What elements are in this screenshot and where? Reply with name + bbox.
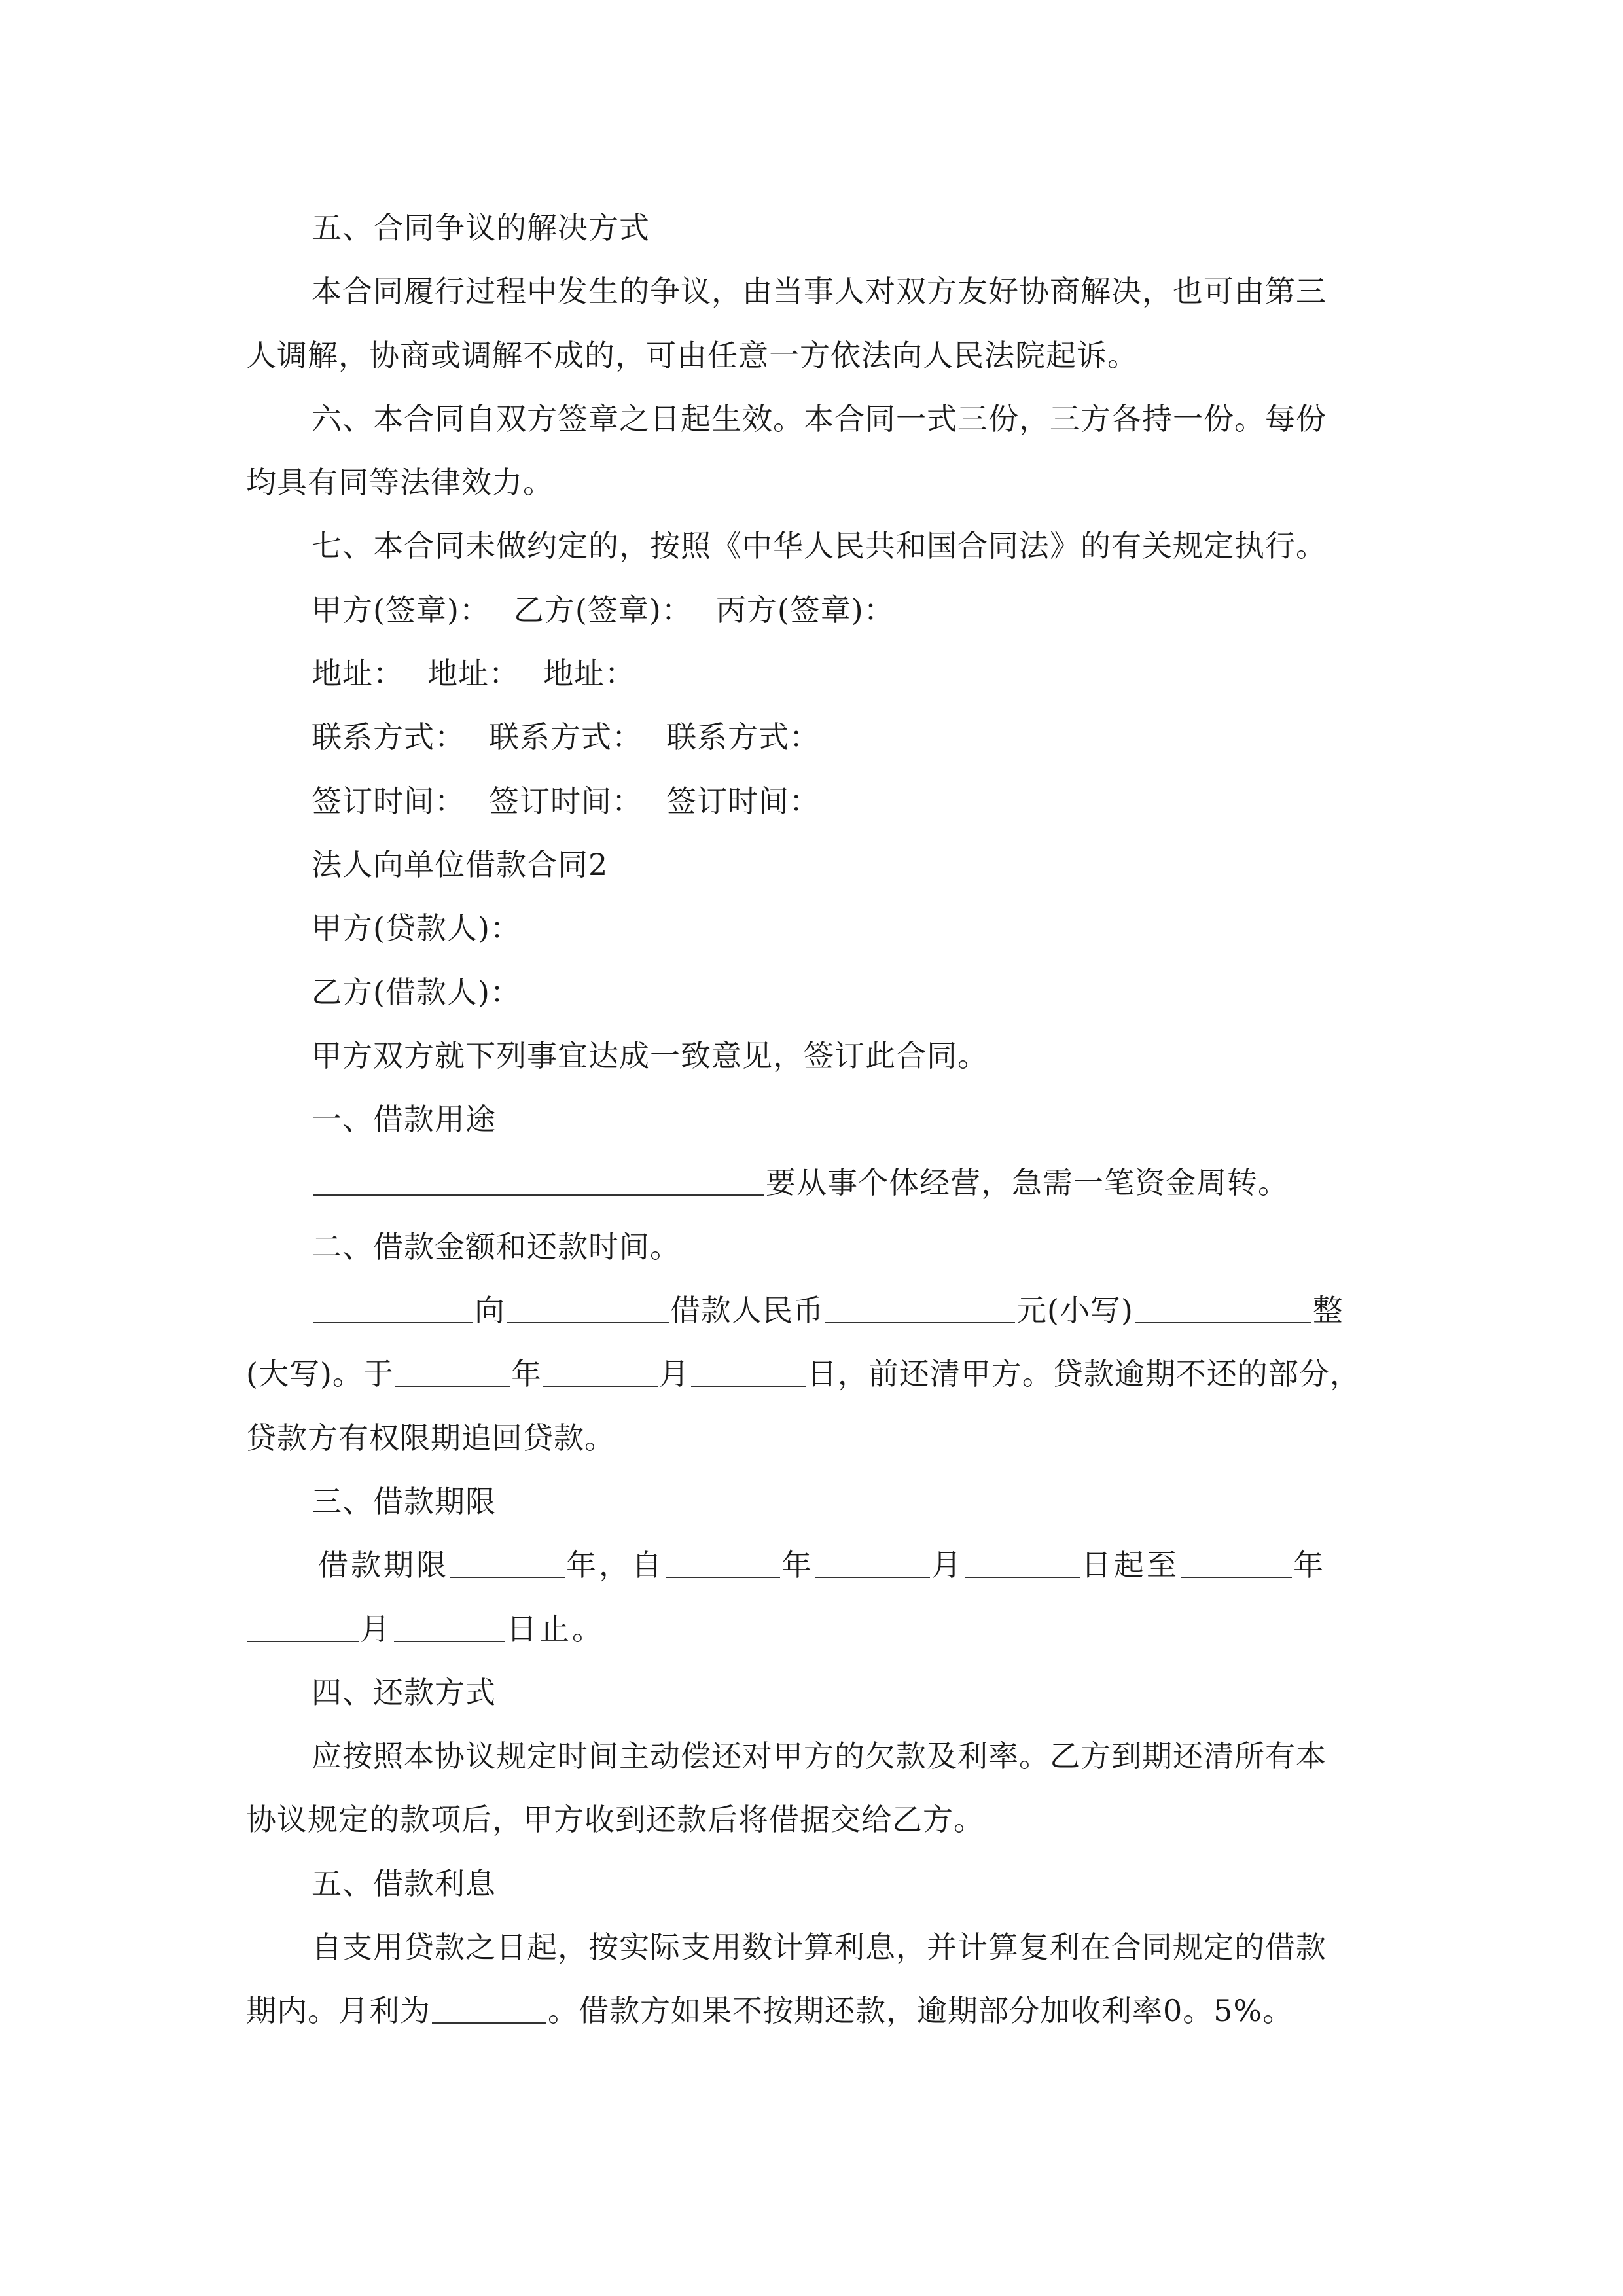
repay-text: 日，前还清甲方。贷款逾期不还的部分， [806, 1356, 1361, 1392]
term-text: 借款期限 [318, 1547, 449, 1583]
section-5-heading: 五、合同争议的解决方式 [312, 210, 650, 245]
section-2-heading: 二、借款金额和还款时间。 [312, 1229, 681, 1265]
repay-text: (大写)。于 [246, 1356, 394, 1392]
lender-label: 甲方(贷款人)： [312, 910, 521, 946]
paragraph-line: 均具有同等法律效力。 [246, 465, 554, 501]
purpose-text: 要从事个体经营，急需一笔资金周转。 [766, 1165, 1289, 1201]
contact-label: 联系方式： [489, 719, 643, 755]
interest-text: 期内。月利为 [246, 1993, 431, 2029]
lender-blank [313, 1292, 473, 1323]
date-label: 签订时间： [666, 783, 820, 819]
paragraph-line: 本合同履行过程中发生的争议，由当事人对双方友好协商解决，也可由第三 [312, 274, 1327, 310]
amount-lower-blank [825, 1292, 1015, 1323]
borrower-label: 乙方(借款人)： [312, 974, 521, 1010]
section-1-heading: 一、借款用途 [312, 1102, 496, 1138]
contact-label: 联系方式： [666, 719, 820, 755]
loan-amount-line [246, 1279, 1398, 1342]
start-year-blank [666, 1547, 780, 1578]
contact-row [246, 706, 1398, 769]
contract-intro: 甲方双方就下列事宜达成一致意见，签订此合同。 [312, 1037, 988, 1073]
borrower-blank [507, 1292, 669, 1323]
date-label: 签订时间： [312, 783, 465, 819]
purpose-blank [313, 1164, 764, 1196]
interest-text: 。借款方如果不按期还款，逾期部分加收利率0。5%。 [548, 1993, 1294, 2029]
party-b-sign-label: 乙方(签章)： [513, 592, 692, 628]
term-years-blank [450, 1547, 565, 1578]
amount-text: 元(小写) [1016, 1293, 1133, 1329]
party-c-sign-label: 丙方(签章)： [715, 592, 895, 628]
amount-text: 借款人民币 [670, 1293, 824, 1329]
year-blank [395, 1355, 510, 1387]
section-5b-heading: 五、借款利息 [312, 1865, 496, 1901]
repayment-date-line [246, 1342, 1398, 1406]
day-blank [691, 1355, 806, 1387]
contact-label: 联系方式： [312, 719, 465, 755]
amount-text: 整 [1312, 1293, 1344, 1329]
party-a-sign-label: 甲方(签章)： [312, 592, 490, 628]
monthly-rate-blank [432, 1992, 546, 2024]
end-day-blank [394, 1611, 505, 1642]
repay-text: 年 [510, 1356, 542, 1392]
address-row [246, 642, 1398, 706]
start-day-blank [965, 1547, 1080, 1578]
date-label: 签订时间： [489, 783, 643, 819]
term-text: 日止。 [507, 1611, 605, 1647]
term-text: 月 [931, 1547, 964, 1583]
paragraph-line: 人调解，协商或调解不成的，可由任意一方依法向人民法院起诉。 [246, 337, 1138, 373]
month-blank [543, 1355, 658, 1387]
term-text: 年 [781, 1547, 814, 1583]
paragraph-line: 自支用贷款之日起，按实际支用数计算利息，并计算复利在合同规定的借款 [312, 1929, 1327, 1965]
paragraph-line: 协议规定的款项后，甲方收到还款后将借据交给乙方。 [246, 1802, 984, 1838]
interest-rate-line [246, 1979, 1398, 2043]
term-text: 年，自 [566, 1547, 664, 1583]
contract-2-title: 法人向单位借款合同2 [312, 846, 609, 882]
end-year-blank [1181, 1547, 1292, 1578]
term-text: 年 [1293, 1547, 1326, 1583]
address-label: 地址： [543, 656, 635, 692]
signature-row [246, 579, 1398, 642]
address-label: 地址： [427, 656, 520, 692]
paragraph-line: 六、本合同自双方签章之日起生效。本合同一式三份，三方各持一份。每份 [312, 401, 1327, 437]
term-text: 月 [360, 1611, 393, 1647]
loan-purpose-line [246, 1151, 1398, 1215]
document-body [246, 196, 1398, 2043]
start-month-blank [815, 1547, 930, 1578]
amount-upper-blank [1135, 1292, 1311, 1323]
paragraph-line: 贷款方有权限期追回贷款。 [246, 1420, 615, 1456]
paragraph-line: 应按照本协议规定时间主动偿还对甲方的欠款及利率。乙方到期还清所有本 [312, 1738, 1327, 1774]
section-4-heading: 四、还款方式 [312, 1674, 496, 1710]
loan-term-line [246, 1534, 1398, 1597]
section-3-heading: 三、借款期限 [312, 1483, 496, 1519]
end-month-blank [247, 1611, 359, 1642]
address-label: 地址： [312, 656, 404, 692]
repay-text: 月 [658, 1356, 690, 1392]
paragraph-line: 七、本合同未做约定的，按照《中华人民共和国合同法》的有关规定执行。 [312, 528, 1327, 564]
date-row [246, 770, 1398, 833]
amount-text: 向 [474, 1293, 505, 1329]
loan-term-end-line [246, 1598, 1398, 1661]
term-text: 日起至 [1081, 1547, 1179, 1583]
